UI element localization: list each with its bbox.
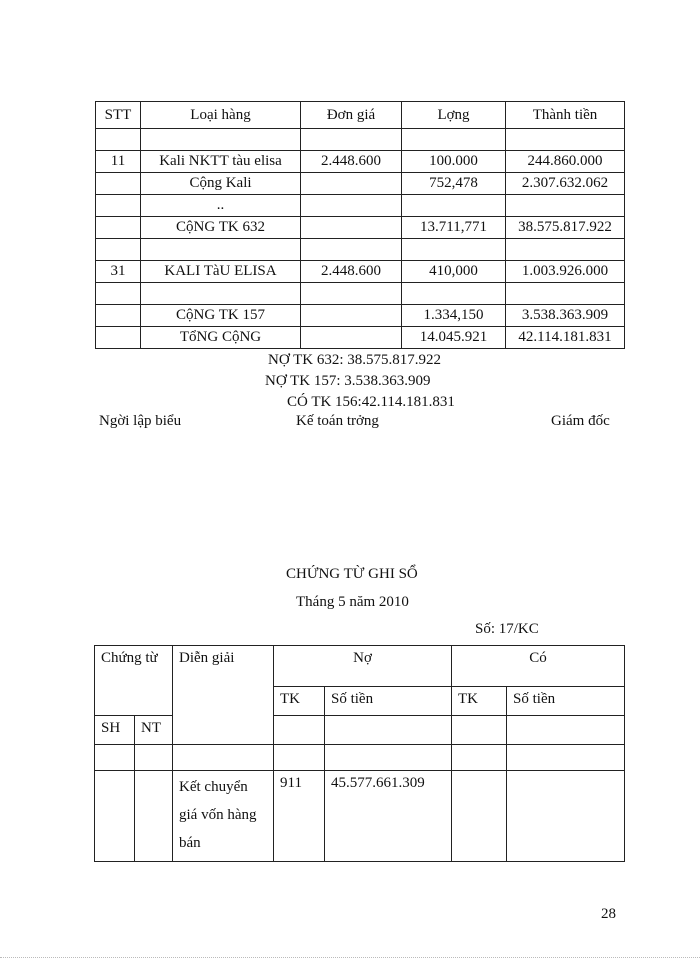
cell-price: 2.448.600 — [301, 261, 402, 283]
signature-director: Giám đốc — [551, 413, 610, 429]
header-sh: SH — [95, 716, 135, 745]
cell-qty — [402, 195, 506, 217]
cell-price — [301, 283, 402, 305]
header-no-tk: TK — [274, 687, 325, 716]
cell-amount: 2.307.632.062 — [506, 173, 625, 195]
header-co: Có — [452, 646, 625, 687]
header-no-so-tien: Số tiền — [325, 687, 452, 716]
cell-amount: 3.538.363.909 — [506, 305, 625, 327]
cell-stt — [96, 129, 141, 151]
header-co-so-tien: Số tiền — [507, 687, 625, 716]
entry-no-632: NỢ TK 632: 38.575.817.922 — [268, 352, 442, 368]
header-no: Nợ — [274, 646, 452, 687]
voucher-number: Số: 17/KC — [475, 621, 539, 637]
signature-accountant: Kế toán trởng — [296, 413, 379, 429]
header-item: Loại hàng — [141, 102, 301, 129]
table-row — [96, 305, 625, 327]
cell-qty: 14.045.921 — [402, 327, 506, 349]
cell-amount — [506, 239, 625, 261]
cell-qty: 100.000 — [402, 151, 506, 173]
entry-no-157: NỢ TK 157: 3.538.363.909 — [265, 373, 431, 389]
entry-description — [173, 771, 274, 862]
cell-amount: 42.114.181.831 — [506, 327, 625, 349]
header-amount: Thành tiền — [506, 102, 625, 129]
cell-item: CộNG TK 157 — [141, 305, 301, 327]
header-chung-tu: Chứng từ — [95, 646, 173, 716]
cell-qty — [402, 239, 506, 261]
table-row — [96, 151, 625, 173]
table-row — [96, 129, 625, 151]
cell-amount: 244.860.000 — [506, 151, 625, 173]
cell-stt: 31 — [96, 261, 141, 283]
cell-price: 2.448.600 — [301, 151, 402, 173]
cell-amount: 1.003.926.000 — [506, 261, 625, 283]
table-row — [96, 195, 625, 217]
cell-stt — [96, 283, 141, 305]
entry-desc-line: giá vốn hàng — [179, 807, 257, 823]
cell-stt — [96, 173, 141, 195]
cell-qty: 1.334,150 — [402, 305, 506, 327]
cell-price — [301, 129, 402, 151]
entry-co-156: CÓ TK 156:42.114.181.831 — [287, 394, 455, 410]
voucher-table — [94, 645, 625, 862]
header-price: Đơn giá — [301, 102, 402, 129]
cell-amount: 38.575.817.922 — [506, 217, 625, 239]
page-bottom-border — [0, 957, 700, 958]
table-row — [96, 283, 625, 305]
cell-price — [301, 173, 402, 195]
cell-item: CộNG TK 632 — [141, 217, 301, 239]
header-co-tk: TK — [452, 687, 507, 716]
table-row — [96, 173, 625, 195]
table-row — [96, 239, 625, 261]
table-row — [96, 327, 625, 349]
inventory-table — [95, 101, 625, 349]
voucher-month: Tháng 5 năm 2010 — [296, 594, 409, 610]
voucher-empty-row — [95, 745, 625, 771]
cell-price — [301, 305, 402, 327]
page-number: 28 — [601, 906, 616, 922]
header-qty: Lợng — [402, 102, 506, 129]
cell-item: Cộng Kali — [141, 173, 301, 195]
cell-price — [301, 195, 402, 217]
cell-qty: 410,000 — [402, 261, 506, 283]
header-dien-giai: Diễn giải — [173, 646, 274, 745]
entry-no-amount: 45.577.661.309 — [325, 771, 452, 862]
table-header-row — [96, 102, 625, 129]
cell-amount — [506, 129, 625, 151]
cell-stt — [96, 195, 141, 217]
entry-no-tk: 911 — [274, 771, 325, 862]
cell-qty: 752,478 — [402, 173, 506, 195]
voucher-title: CHỨNG TỪ GHI SỔ — [286, 566, 418, 582]
cell-item: .. — [141, 195, 301, 217]
header-stt: STT — [96, 102, 141, 129]
signature-preparer: Ngời lập biểu — [99, 413, 182, 429]
cell-item: TổNG CộNG — [141, 327, 301, 349]
entry-desc-line: bán — [179, 835, 201, 851]
header-nt: NT — [135, 716, 173, 745]
cell-amount — [506, 195, 625, 217]
cell-stt — [96, 239, 141, 261]
table-row — [96, 217, 625, 239]
cell-price — [301, 217, 402, 239]
cell-item — [141, 283, 301, 305]
cell-item — [141, 129, 301, 151]
cell-item — [141, 239, 301, 261]
cell-stt — [96, 327, 141, 349]
cell-item: Kali NKTT tàu elisa — [141, 151, 301, 173]
table-row — [96, 261, 625, 283]
entry-desc-line: Kết chuyển — [179, 779, 248, 795]
cell-price — [301, 327, 402, 349]
cell-stt: 11 — [96, 151, 141, 173]
cell-price — [301, 239, 402, 261]
voucher-header-row-1 — [95, 646, 625, 687]
cell-qty — [402, 129, 506, 151]
cell-stt — [96, 305, 141, 327]
cell-item: KALI TàU ELISA — [141, 261, 301, 283]
cell-amount — [506, 283, 625, 305]
voucher-entry-row — [95, 771, 625, 862]
cell-qty — [402, 283, 506, 305]
cell-qty: 13.711,771 — [402, 217, 506, 239]
cell-stt — [96, 217, 141, 239]
